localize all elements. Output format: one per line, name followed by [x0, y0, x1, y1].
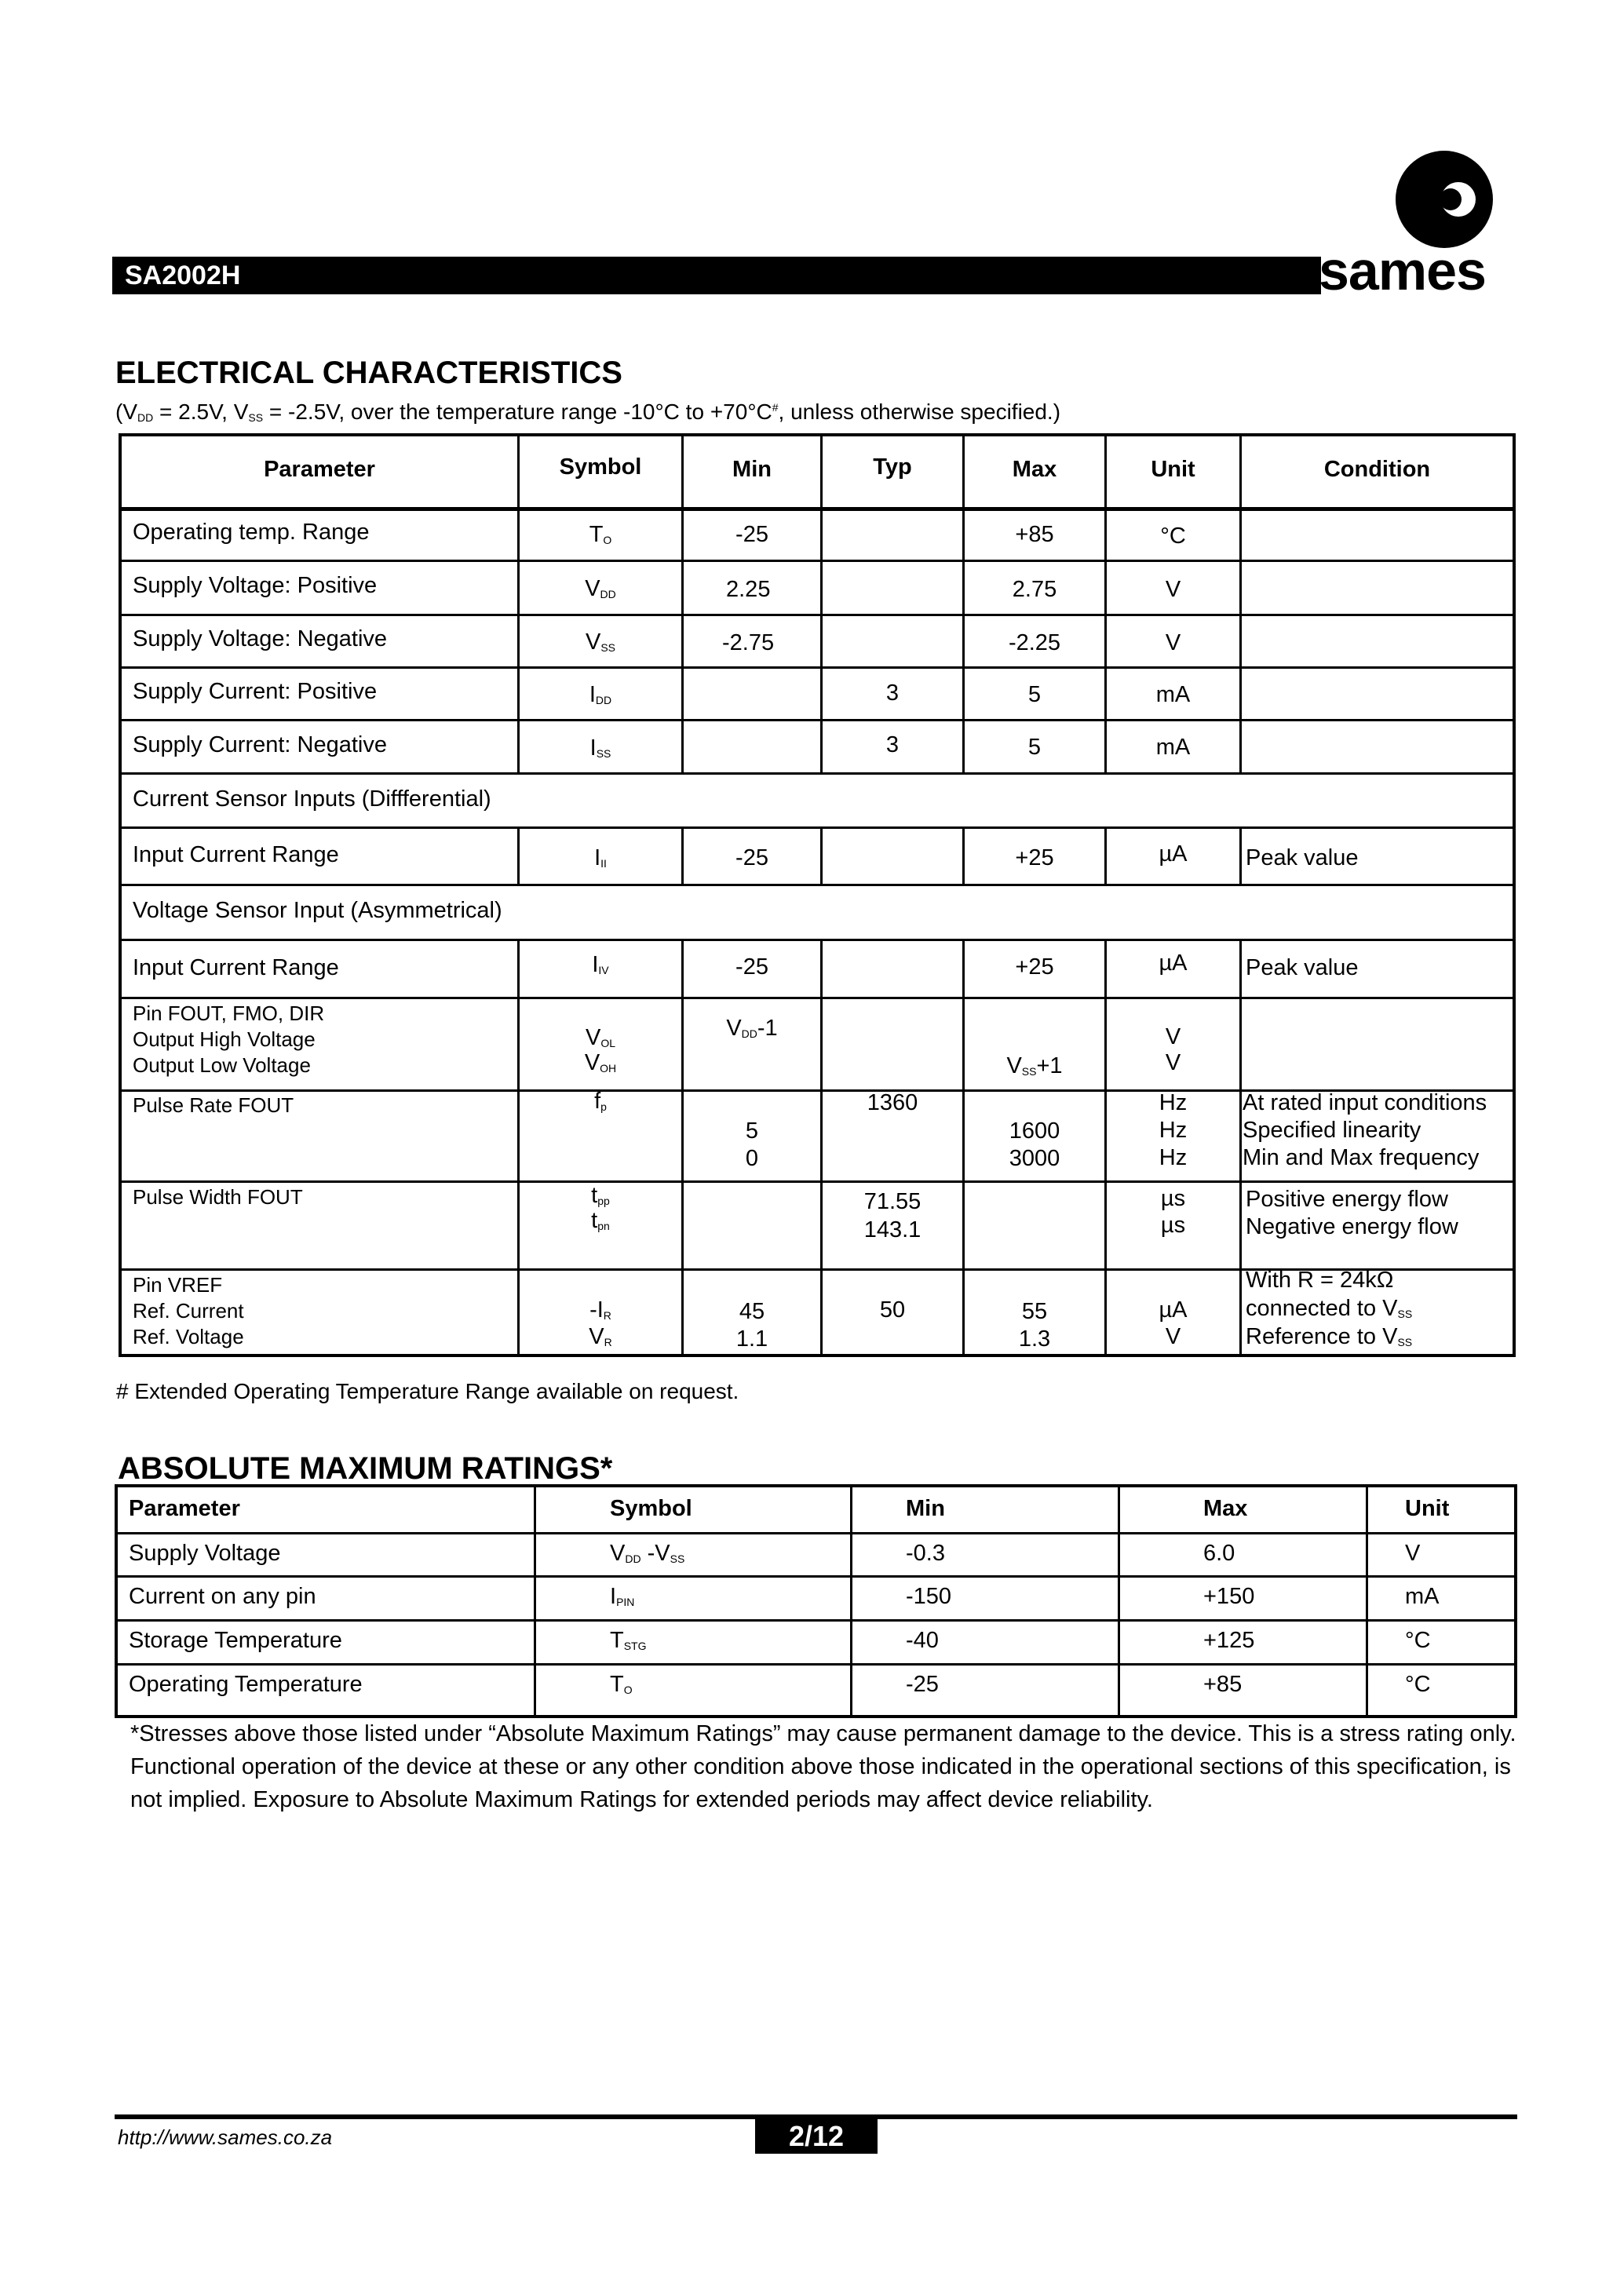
- row-pwf-typ-1: 71.55: [863, 1189, 921, 1214]
- row-icr1-symbol: $I_{II}$: [594, 845, 607, 870]
- row-vpos-min: 2.25: [726, 577, 771, 602]
- row-prf-cond-1: At rated input conditions: [1243, 1090, 1487, 1115]
- row-ipos-max: 5: [1027, 682, 1042, 707]
- row-vref-cond-3: Reference to $V_{SS}$: [1246, 1324, 1413, 1349]
- col-header-symbol: Symbol: [559, 454, 642, 480]
- sames-logo-mark: [1396, 151, 1493, 248]
- row-vpos-param: Supply Voltage: Positive: [133, 573, 378, 598]
- row-pwf-param: Pulse Width FOUT: [133, 1185, 303, 1209]
- row-vneg-max: -2.25: [1008, 630, 1061, 655]
- abs-row-param: Operating Temperature: [129, 1672, 363, 1697]
- abs-row-param: Current on any pin: [129, 1584, 316, 1609]
- row-pins-max: $V_{SS}+1$: [1006, 1053, 1063, 1078]
- row-vref-symbol-ir: $-I_R$: [589, 1297, 611, 1323]
- abs-col-parameter: Parameter: [129, 1496, 240, 1521]
- row-ipos-param: Supply Current: Positive: [133, 679, 378, 704]
- row-prf-cond-3: Min and Max frequency: [1243, 1145, 1480, 1170]
- row-vref-cond-2: connected to $V_{SS}$: [1246, 1296, 1413, 1321]
- row-pwf-cond-1: Positive energy flow: [1246, 1187, 1448, 1212]
- row-vneg-param: Supply Voltage: Negative: [133, 626, 388, 651]
- row-pwf-typ-2: 143.1: [863, 1217, 921, 1242]
- abs-row-symbol: $T_O$: [610, 1672, 633, 1697]
- col-header-min: Min: [732, 457, 772, 482]
- row-vref-min-1: 45: [739, 1299, 765, 1324]
- row-vref-voltage: Ref. Voltage: [133, 1325, 244, 1348]
- row-pins-unit-1: V: [1165, 1024, 1181, 1049]
- row-pwf-unit-1: µs: [1160, 1186, 1186, 1211]
- col-header-condition: Condition: [1323, 457, 1431, 482]
- row-icr2-symbol: $I_{IV}$: [592, 952, 609, 977]
- abs-row-min: -40: [906, 1628, 939, 1653]
- electrical-characteristics-title: ELECTRICAL CHARACTERISTICS: [115, 356, 622, 390]
- extended-temp-note: # Extended Operating Temperature Range available on request.: [116, 1379, 739, 1403]
- row-pins-unit-2: V: [1165, 1050, 1181, 1075]
- row-ipos-unit: mA: [1155, 682, 1191, 707]
- absolute-maximum-ratings-table: [115, 1484, 1517, 1718]
- row-optemp-symbol: $T_O$: [589, 522, 612, 547]
- row-prf-max-1: 1600: [1009, 1118, 1060, 1144]
- col-header-parameter: Parameter: [264, 457, 375, 482]
- row-icr2-param: Input Current Range: [133, 955, 339, 980]
- abs-row-unit: V: [1405, 1541, 1421, 1566]
- stress-disclaimer: *Stresses above those listed under “Absolute Maximum Ratings” may cause permanent damage to the device. This is a stress rating only. Functional operation of the device at these or any other condition above those indicated in the operational sections of this specification, is not implied. Exposure to Absolute Maximum Ratings for extended periods may affect device reliability.: [130, 1721, 1516, 1812]
- row-pins-min: $V_{DD}-1$: [726, 1016, 778, 1041]
- abs-row-symbol: $I_{PIN}$: [610, 1584, 635, 1609]
- row-pwf-unit-2: µs: [1160, 1213, 1186, 1238]
- col-header-unit: Unit: [1151, 457, 1195, 482]
- footer-url[interactable]: http://www.sames.co.za: [118, 2125, 333, 2149]
- row-vref-unit-1: µA: [1159, 1297, 1188, 1323]
- abs-row-min: -150: [906, 1584, 952, 1609]
- abs-col-min: Min: [906, 1496, 945, 1521]
- header-bar: [112, 257, 1321, 294]
- row-ineg-typ: 3: [885, 732, 900, 757]
- row-icr2-unit: µA: [1159, 950, 1188, 976]
- electrical-conditions: ($V_{DD} = 2.5V$, $V_{SS} = -2.5V$, over the temperature range -10°C to +70°C#, unless otherwise specified.): [115, 400, 1061, 424]
- abs-row-param: Storage Temperature: [129, 1628, 342, 1653]
- row-vref-unit-2: V: [1165, 1324, 1181, 1349]
- row-icr2-max: +25: [1015, 954, 1054, 980]
- row-prf-symbol: $f_p$: [594, 1089, 607, 1114]
- row-vneg-unit: V: [1165, 630, 1181, 655]
- abs-row-min: -25: [906, 1672, 939, 1697]
- abs-row-unit: °C: [1405, 1628, 1431, 1653]
- row-prf-max-2: 3000: [1009, 1146, 1060, 1171]
- row-vpos-max: 2.75: [1012, 577, 1057, 602]
- abs-col-unit: Unit: [1405, 1496, 1450, 1521]
- row-prf-typ: 1360: [867, 1090, 918, 1115]
- abs-row-symbol: $T_{STG}$: [610, 1628, 647, 1653]
- row-pins-olv: Output Low Voltage: [133, 1053, 311, 1077]
- row-vpos-unit: V: [1165, 577, 1181, 602]
- row-icr1-max: +25: [1015, 845, 1054, 870]
- row-pwf-cond-2: Negative energy flow: [1246, 1214, 1458, 1239]
- row-optemp-param: Operating temp. Range: [133, 520, 370, 545]
- row-pwf-symbol-pp: $t_{pp}$: [591, 1183, 610, 1208]
- doc-title: SA2002H: [125, 261, 241, 290]
- abs-col-max: Max: [1203, 1496, 1248, 1521]
- row-vref-typ: 50: [879, 1297, 906, 1323]
- row-vref-symbol-vr: $V_R$: [589, 1324, 612, 1349]
- page-number: 2/12: [755, 2119, 878, 2154]
- section-voltage-sensor-input: Voltage Sensor Input (Asymmetrical): [133, 898, 502, 923]
- row-vref-min-2: 1.1: [735, 1326, 768, 1352]
- electrical-characteristics-table: [119, 433, 1516, 1357]
- row-icr1-param: Input Current Range: [133, 842, 339, 867]
- row-prf-unit-1: Hz: [1159, 1090, 1188, 1115]
- row-prf-min-1: 5: [745, 1118, 759, 1144]
- row-prf-cond-2: Specified linearity: [1243, 1118, 1421, 1143]
- row-pwf-symbol-pn: $t_{pn}$: [591, 1208, 610, 1233]
- row-pins-symbol-ol: $V_{OL}$: [585, 1025, 616, 1050]
- row-ipos-typ: 3: [885, 680, 900, 706]
- row-vref-cond-1: With R = 24kΩ: [1246, 1268, 1394, 1293]
- abs-col-symbol: Symbol: [610, 1496, 692, 1521]
- row-vref-max-1: 55: [1021, 1299, 1048, 1324]
- row-ipos-symbol: $I_{DD}$: [589, 682, 612, 707]
- row-pins-label: Pin FOUT, FMO, DIR: [133, 1002, 325, 1025]
- row-prf-unit-2: Hz: [1159, 1118, 1188, 1143]
- row-vref-current: Ref. Current: [133, 1299, 244, 1323]
- row-icr1-unit: µA: [1159, 841, 1188, 867]
- row-ineg-unit: mA: [1155, 735, 1191, 760]
- col-header-typ: Typ: [873, 454, 912, 480]
- row-ineg-max: 5: [1027, 735, 1042, 760]
- row-icr1-condition: Peak value: [1246, 845, 1359, 870]
- abs-row-unit: mA: [1405, 1584, 1440, 1609]
- row-icr1-min: -25: [735, 845, 768, 870]
- row-vpos-symbol: $V_{DD}$: [585, 576, 616, 601]
- row-ineg-param: Supply Current: Negative: [133, 732, 387, 757]
- abs-row-symbol: $V_{DD}$ $-V_{SS}$: [610, 1541, 685, 1566]
- absolute-maximum-ratings-title: ABSOLUTE MAXIMUM RATINGS*: [118, 1451, 613, 1486]
- row-optemp-unit: °C: [1160, 524, 1186, 549]
- abs-row-max: +150: [1203, 1584, 1255, 1609]
- row-pins-ohv: Output High Voltage: [133, 1027, 316, 1051]
- abs-row-max: 6.0: [1203, 1541, 1235, 1566]
- row-vref-max-2: 1.3: [1018, 1326, 1051, 1352]
- row-vneg-symbol: $V_{SS}$: [585, 629, 616, 655]
- row-pins-symbol-oh: $V_{OH}$: [584, 1050, 617, 1075]
- row-prf-min-2: 0: [745, 1146, 759, 1171]
- row-ineg-symbol: $I_{SS}$: [589, 735, 611, 761]
- sames-logo-text: sames: [1319, 240, 1486, 301]
- abs-row-max: +85: [1203, 1672, 1243, 1697]
- abs-row-max: +125: [1203, 1628, 1255, 1653]
- row-optemp-max: +85: [1015, 522, 1054, 547]
- row-prf-unit-3: Hz: [1159, 1145, 1188, 1170]
- row-vneg-min: -2.75: [722, 630, 775, 655]
- abs-row-min: -0.3: [906, 1541, 945, 1566]
- section-current-sensor-inputs: Current Sensor Inputs (Diffferential): [133, 786, 491, 812]
- row-icr2-min: -25: [735, 954, 768, 980]
- row-optemp-min: -25: [735, 522, 768, 547]
- row-icr2-condition: Peak value: [1246, 955, 1359, 980]
- abs-row-unit: °C: [1405, 1672, 1431, 1697]
- abs-row-param: Supply Voltage: [129, 1541, 281, 1566]
- col-header-max: Max: [1012, 457, 1057, 482]
- row-vref-label: Pin VREF: [133, 1273, 223, 1297]
- row-prf-param: Pulse Rate FOUT: [133, 1093, 294, 1117]
